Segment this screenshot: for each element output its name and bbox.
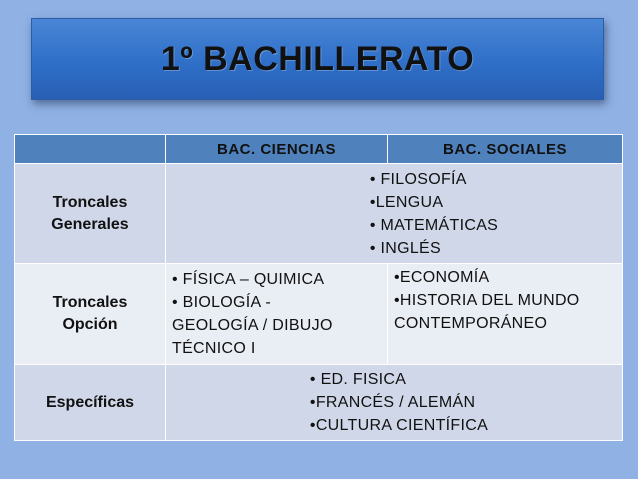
list-item: GEOLOGÍA / DIBUJO [172,317,333,334]
list-item: •HISTORIA DEL MUNDO [394,292,580,309]
list-item: CONTEMPORÁNEO [394,315,548,332]
list-item: •LENGUA [369,193,444,211]
header-row [15,135,623,164]
list-item: • ED. FISICA [309,371,407,388]
page-title: 1º BACHILLERATO [160,39,475,78]
especificas-subjects-cell [166,365,623,441]
row-header-line: Opción [62,316,118,333]
table-row-especificas [15,365,623,441]
title-banner [31,18,604,100]
row-header-line: Troncales [52,193,128,211]
list-item: • BIOLOGÍA - [172,294,272,311]
row-header-especificas: Específicas [15,365,166,441]
list-item: •FRANCÉS / ALEMÁN [309,394,476,411]
list-item: • FILOSOFÍA [369,170,467,188]
row-header-troncales-generales [15,164,166,264]
column-header-ciencias: BAC. CIENCIAS [166,135,388,164]
list-item: • FÍSICA – QUIMICA [172,271,325,288]
table-row-troncales-opcion [15,264,623,365]
subjects-table [14,134,623,441]
row-header-troncales-opcion [15,264,166,365]
generales-subjects-cell [166,164,623,264]
list-item: TÉCNICO I [172,340,256,357]
list-item: •ECONOMÍA [394,269,490,286]
opcion-sociales-cell [388,264,623,365]
list-item: •CULTURA CIENTÍFICA [309,417,489,434]
row-header-line: Generales [51,215,129,233]
row-header-line: Troncales [52,294,128,311]
corner-cell [15,135,166,164]
column-header-sociales: BAC. SOCIALES [388,135,623,164]
list-item: • MATEMÁTICAS [369,216,499,234]
table-row-troncales-generales [15,164,623,264]
opcion-ciencias-cell [166,264,388,365]
list-item: • INGLÉS [369,239,441,257]
